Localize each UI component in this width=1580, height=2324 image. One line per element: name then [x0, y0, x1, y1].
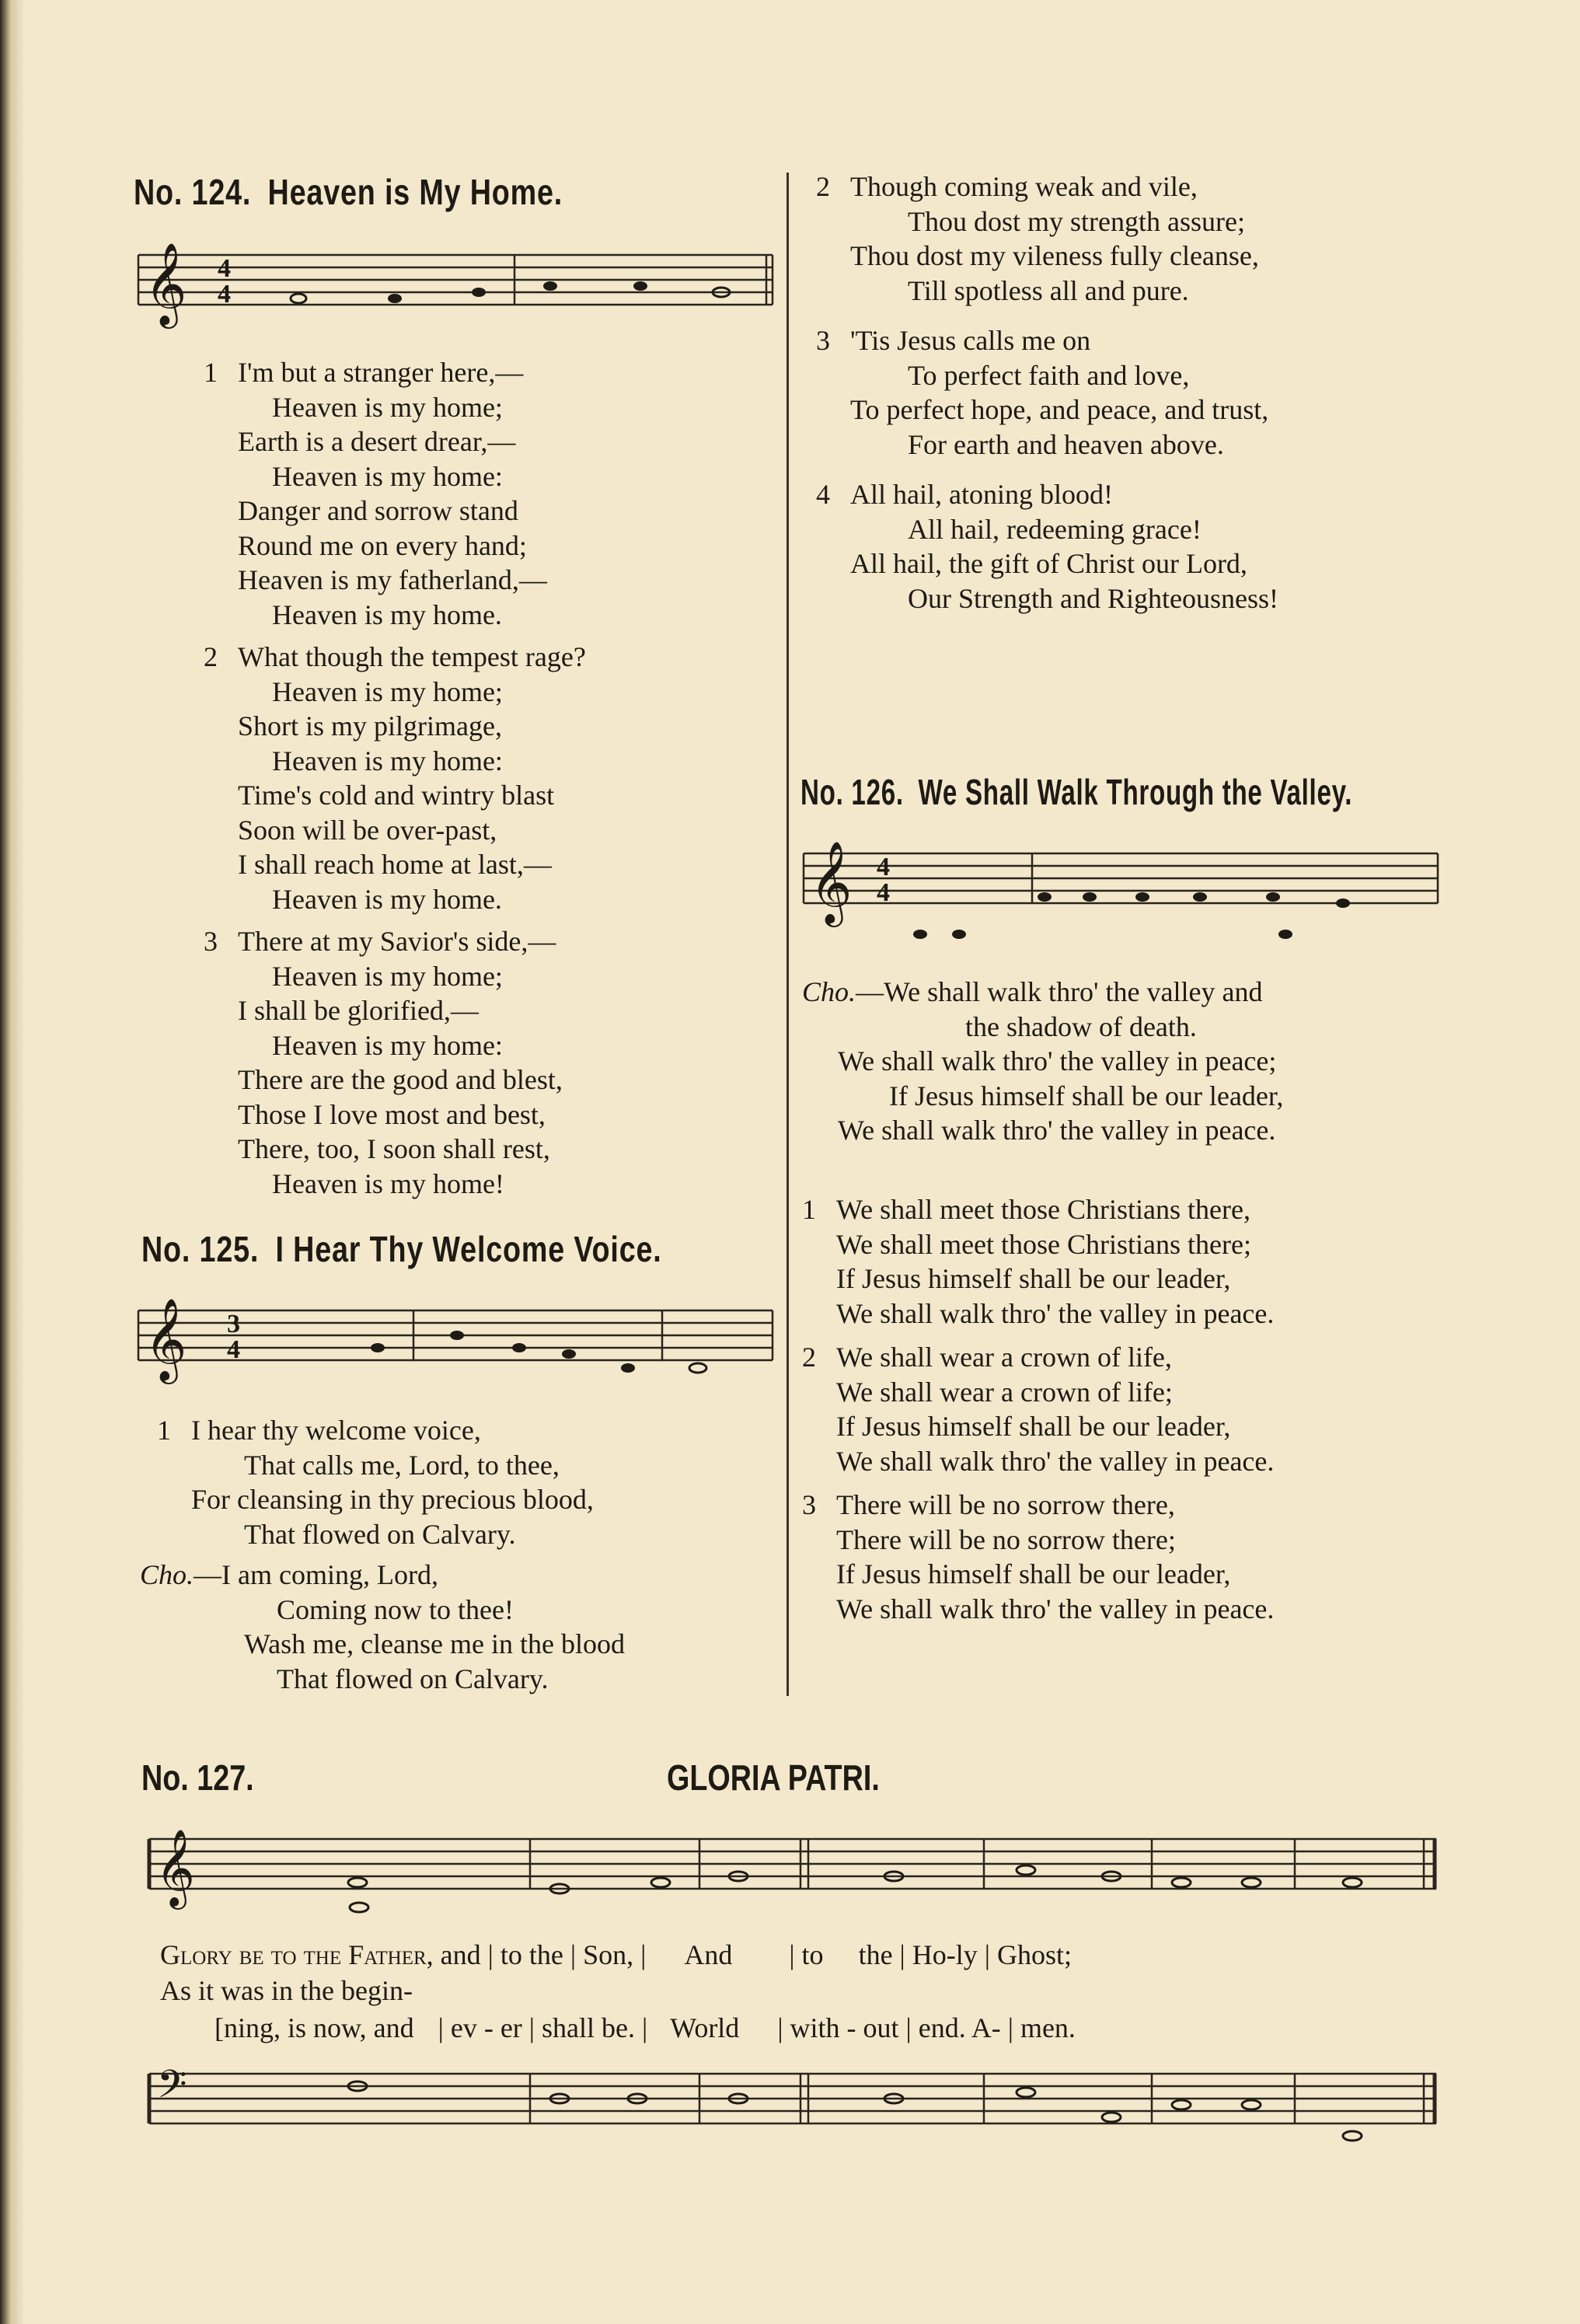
- svg-text:𝄞: 𝄞: [145, 1297, 187, 1380]
- gloria-lyric-line-1: Glory be to the Father, and | to the | Son, | And | to the | Ho-ly | Ghost;: [160, 1939, 1072, 1970]
- hymn-126-staff: [796, 825, 1446, 958]
- gloria-lyric-line-2: As it was in the begin-: [160, 1975, 413, 2006]
- svg-text:4: 4: [218, 254, 231, 283]
- svg-text:3: 3: [227, 1310, 240, 1338]
- svg-text:4: 4: [877, 878, 890, 907]
- svg-text:4: 4: [877, 853, 890, 881]
- column-divider: [787, 173, 789, 1696]
- hymn-124-staff: [131, 227, 780, 344]
- hymn-127-number: No. 127.: [141, 1757, 254, 1798]
- hymn-127-title: GLORIA PATRI.: [667, 1757, 880, 1798]
- hymn-126-title: No. 126. We Shall Walk Through the Valley.: [800, 772, 1353, 812]
- svg-text:𝄞: 𝄞: [155, 1829, 195, 1907]
- hymn-126-verses: 1 We shall meet those Christians there, We shall meet those Christians there; If Jesus himself shall be our leader, We shall walk thro' the valley in peace. 2 We shall wear a crown of life, We shall wear a crown of life; If Jesus himself shall be our leader, We shall walk thro' the valley in peace. 3 There will be no sorrow there, There will be no sorrow there; If Jesus himself shall be our leader, We shall walk thro' the valley in peace.: [802, 1194, 1275, 1624]
- svg-text:4: 4: [227, 1335, 240, 1364]
- hymn-125-title: No. 125. I Hear Thy Welcome Voice.: [141, 1229, 662, 1269]
- hymn-126-chorus: Cho.—We shall walk thro' the valley and the shadow of death. We shall walk thro' the valley in peace; If Jesus himself shall be our leader, We shall walk thro' the valley in peace.: [802, 976, 1284, 1146]
- hymn-125-verse-1: 1 I hear thy welcome voice, That calls me, Lord, to thee, For cleansing in thy precious blood, That flowed on Calvary. Cho.—I am coming, Lord, Coming now to thee! Wash me, cleanse me in the blood That flowed on Calvary.: [140, 1415, 625, 1694]
- svg-text:𝄞: 𝄞: [810, 840, 853, 923]
- gloria-treble-staff: [140, 1813, 1446, 1914]
- hymn-124-title: No. 124. Heaven is My Home.: [134, 172, 563, 212]
- svg-text:𝄢: 𝄢: [157, 2062, 187, 2116]
- hymn-125-verses-continued: 2 Though coming weak and vile, Thou dost my strength assure; Thou dost my vileness fully cleanse, Till spotless all and pure. 3 'Tis Jesus calls me on To perfect faith and love, To perfect hope, and peace, and trust, For earth and heaven above. 4 All hail, atoning blood! All hail, redeeming grace! All hail, the gift of Christ our Lord, Our Strength and Righteousness!: [816, 171, 1278, 614]
- gloria-bass-staff: [140, 2054, 1446, 2155]
- svg-text:𝄞: 𝄞: [145, 242, 187, 325]
- hymn-125-staff: [131, 1282, 780, 1399]
- hymn-124-verses: 1 I'm but a stranger here,— Heaven is my home; Earth is a desert drear,— Heaven is my home: Danger and sorrow stand Round me on every hand; Heaven is my fatherland,— Heaven is my home. 2 What though the tempest rage? Heaven is my home; Short is my pilgrimage, Heaven is my home: Time's cold and wintry blast Soon will be over-past, I shall reach home at last,— Heaven is my home. 3 There at my Savior's side,— Heaven is my home; I shall be glorified,— Heaven is my home: There are the good and blest, Those I love most and best, There, too, I soon shall rest, Heaven is my home!: [204, 357, 586, 1199]
- book-binding-edge: [0, 0, 23, 2324]
- gloria-lyric-line-3: [ning, is now, and | ev - er | shall be. | World | with - out | end. A- | men.: [215, 2012, 1076, 2043]
- svg-text:4: 4: [218, 280, 231, 309]
